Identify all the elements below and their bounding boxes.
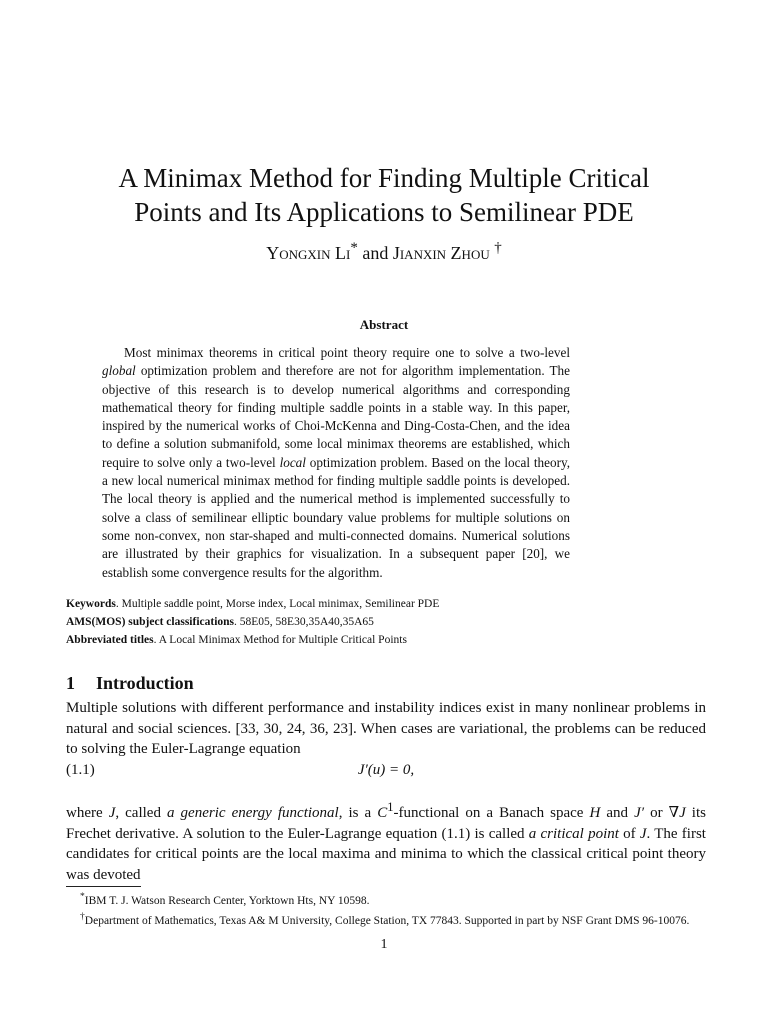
text-run: , called [115,805,168,821]
intro-paragraph-2 [66,797,706,885]
section-title: Introduction [96,673,194,693]
footnote-text: IBM T. J. Watson Research Center, Yorktown Hts, NY 10598. [84,894,370,907]
abstract-text: optimization problem and therefore are not for algorithm implementation. The objective of this research is to develop numerical algorithms and corresponding mathematical theory for finding multiple saddle points in a stable way. In this paper, inspired by the numerical works of Choi-McKenna and Ding-Costa-Chen, and the idea to define a solution submanifold, some local minimax theorems are established, which require to solve only a two-level [102,363,570,470]
footnote-1 [66,889,706,909]
math-symbol: J [679,805,686,821]
math-symbol: H [589,805,601,821]
paragraph-text: Multiple solutions with different performance and instability indices exist in many nonlinear problems in natural and social sciences. [33, 30, 24, 36, 23]. When cases are variational, the problems can be reduced to solving the Euler-Lagrange equation [66,700,706,757]
paragraph-text [66,797,706,885]
abstract-emphasis: local [279,454,306,470]
footnote-rule [66,886,141,887]
intro-paragraph-1 [66,698,706,760]
footnote-mark: * [350,240,358,256]
equation-1-1 [66,762,706,782]
equation-content: J′(u) = 0, [357,762,415,778]
text-run: of [618,825,640,842]
math-symbol: J′ [634,805,645,821]
keywords-line [66,596,706,612]
section-heading [66,673,194,694]
abstract-text: Most minimax theorems in critical point theory require one to solve a two-level [124,345,570,360]
text-run: its Frechet derivative. A solution to the Euler-Lagrange equation (1.1) is called [66,805,706,842]
author-conjunction: and [362,243,389,263]
footnote-text: Department of Mathematics, Texas A& M University, College Station, TX 77843. Supported in part by NSF Grant DMS 96-10076. [84,914,690,927]
author-line [40,240,728,264]
abbreviated-title-label: Abbreviated titles [66,634,154,646]
math-symbol: J [639,825,647,842]
abbreviated-title-text: . A Local Minimax Method for Multiple Critical Points [153,634,407,646]
page-number: 1 [380,937,388,952]
abstract-text: optimization problem. Based on the local theory, a new local numerical minimax method for finding multiple saddle points is developed. The local theory is applied and the numerical method is implemented successfully to solve a class of semilinear elliptic boundary value problems for multiple solutions on some non-convex, non star-shaped and multi-connected domains. Numerical solutions are illustrated by their graphics for visualization. In a subsequent paper [20], we establish some convergence results for the algorithm. [102,454,570,580]
abstract-emphasis: global [102,363,136,379]
ams-classification-line [66,614,706,630]
footnote-mark: † [80,910,85,922]
keywords-text: . Multiple saddle point, Morse index, Local minimax, Semilinear PDE [115,598,440,610]
equation-label: (1.1) [66,762,95,778]
paper-title-line-1: A Minimax Method for Finding Multiple Critical [118,163,650,193]
paper-title-line-2: Points and Its Applications to Semilinear PDE [134,197,634,227]
footnote-2 [66,909,706,929]
text-run: , is a [338,805,378,821]
emphasis: a critical point [528,825,619,842]
author-name: Yongxin Li [266,243,351,263]
footnotes [66,889,706,929]
keywords-label: Keywords [66,598,116,610]
equation-body [66,762,706,779]
footnote-mark: * [80,891,85,902]
abstract-paragraph [102,344,570,582]
math-symbol: C [377,805,388,821]
text-run: or ∇ [644,805,680,821]
text-run: and [600,805,635,821]
text-run: . The first candidates for critical points are the local maxima and minima to which the classical critical point theory was devoted [66,825,706,883]
abstract-heading: Abstract [359,317,409,332]
superscript: 1 [387,800,394,814]
ams-text: . 58E05, 58E30,35A40,35A65 [234,616,374,628]
abbreviated-title-line [66,632,706,648]
author-name: Jianxin Zhou [392,243,490,263]
section-number: 1 [66,673,75,693]
text-run: -functional on a Banach space [393,805,590,821]
text-run: where [66,805,109,821]
abstract-body [102,344,570,582]
ams-label: AMS(MOS) subject classifications [66,616,235,628]
math-symbol: J [108,805,116,821]
emphasis: a generic energy functional [167,805,339,821]
footnote-mark: † [494,240,502,256]
